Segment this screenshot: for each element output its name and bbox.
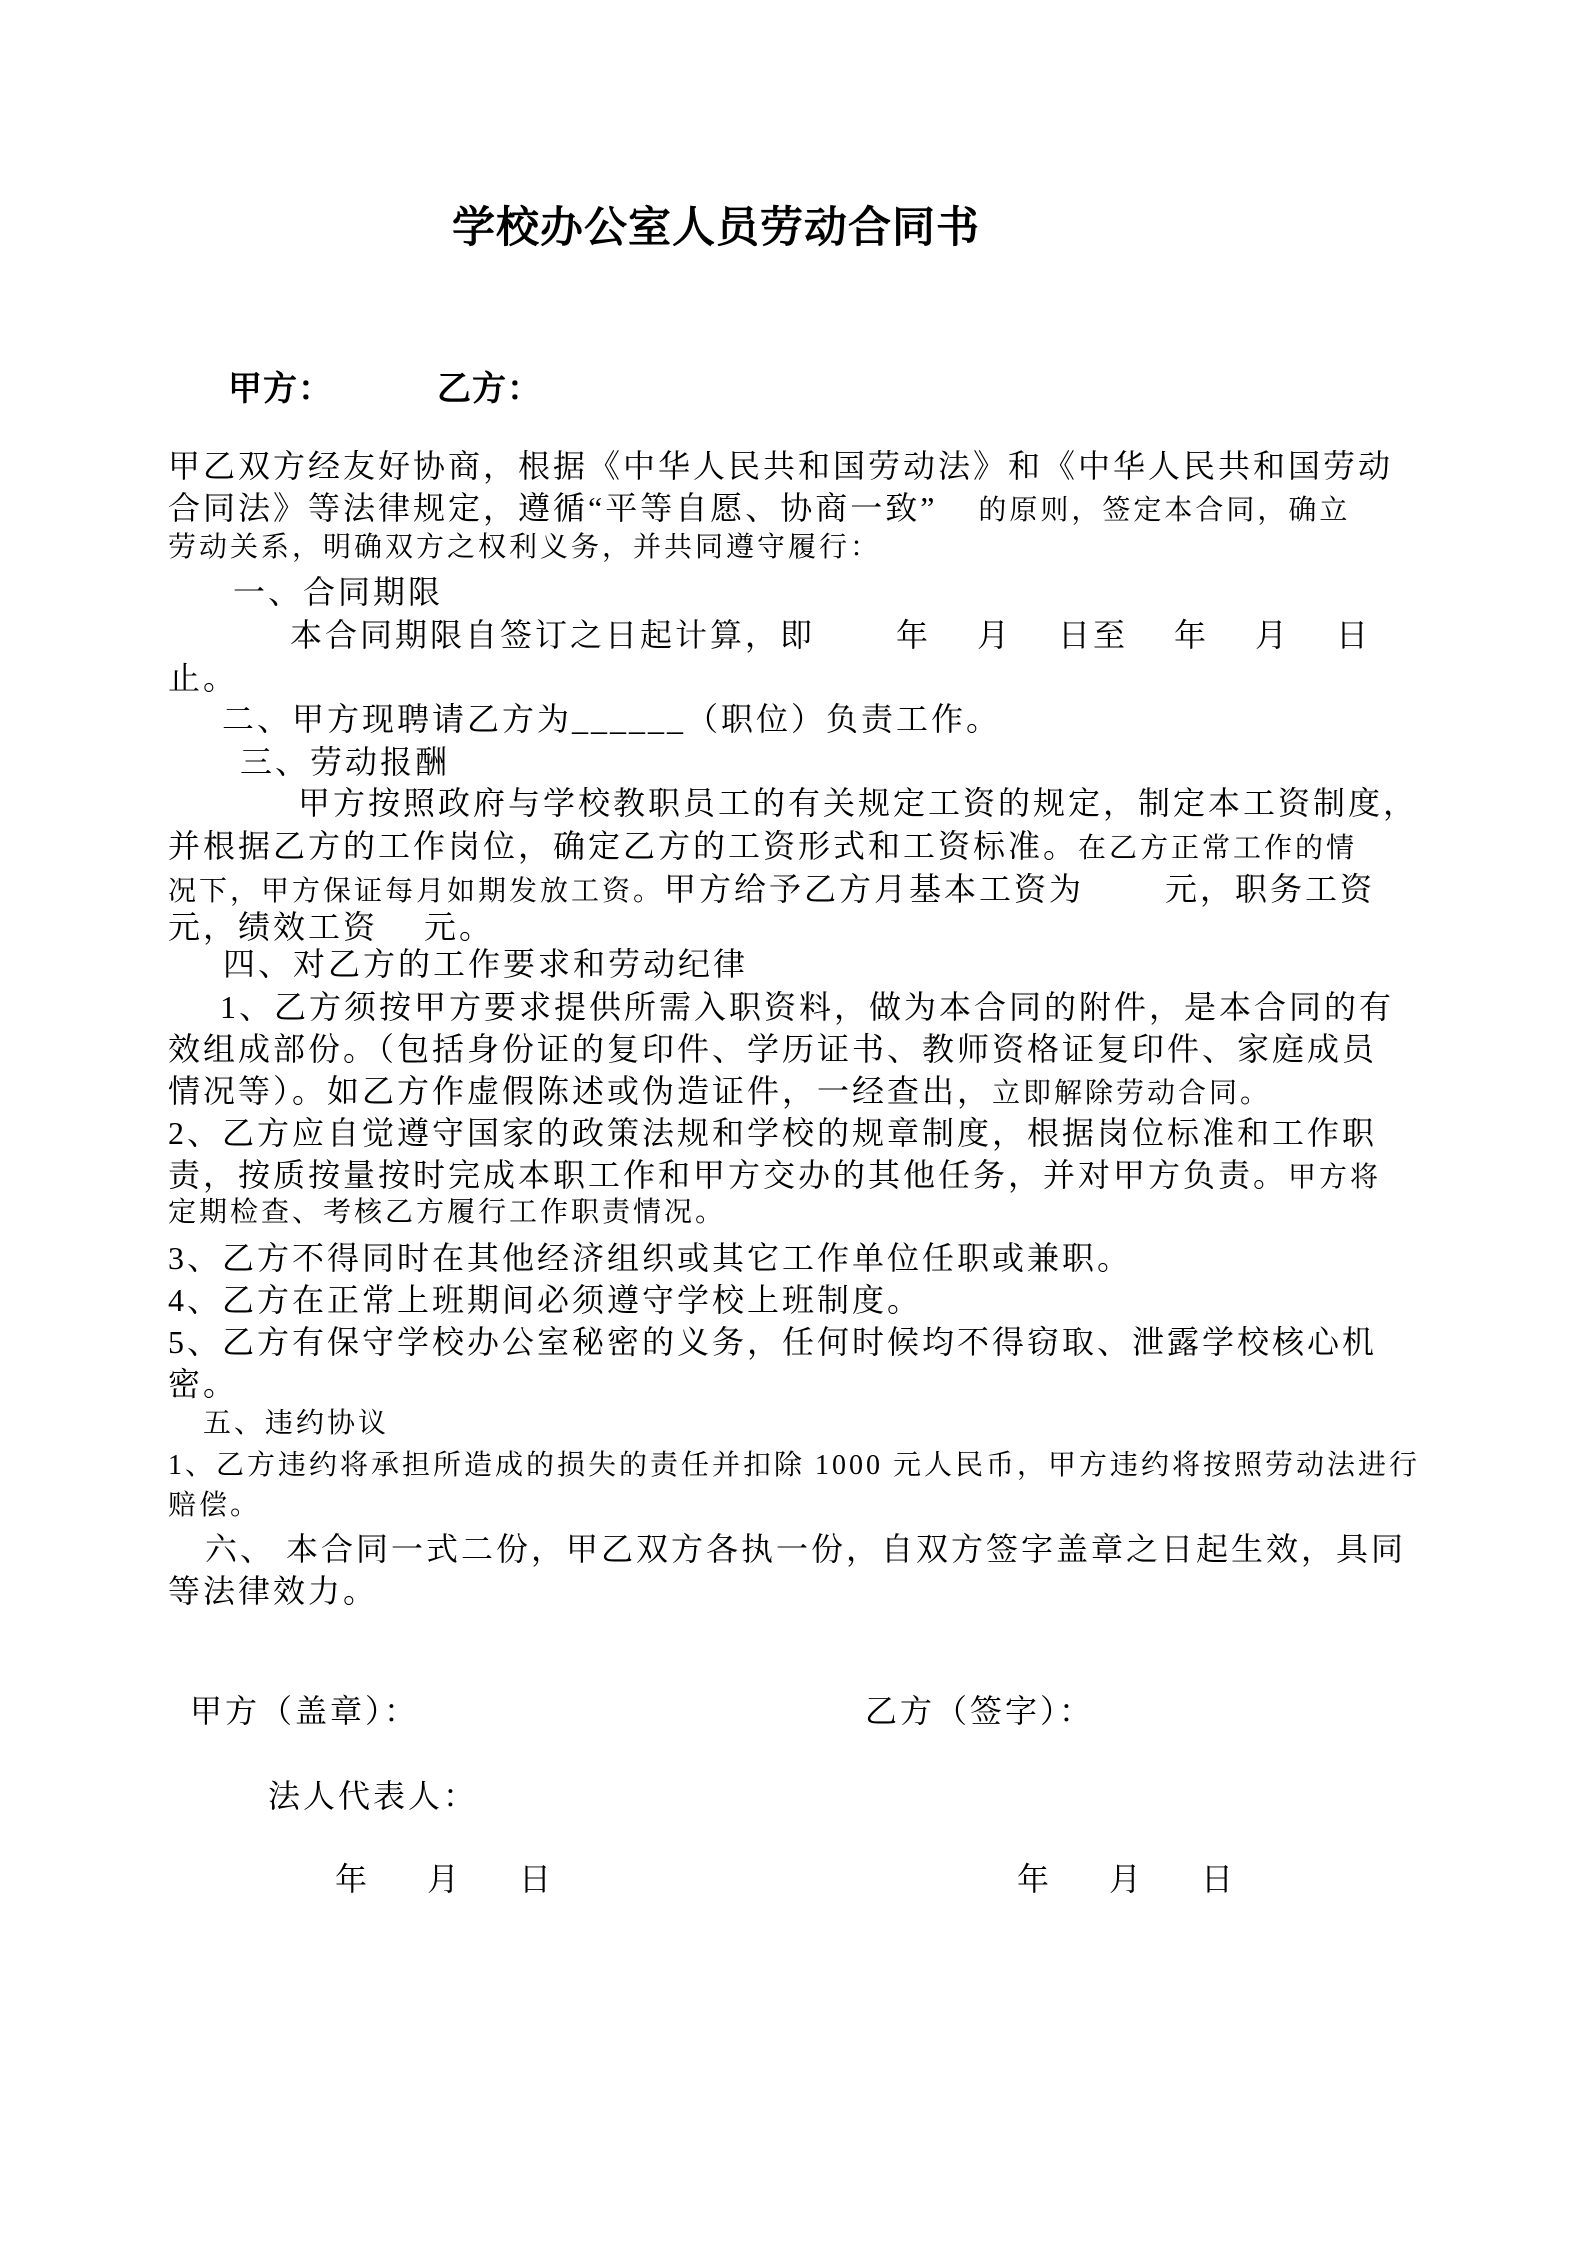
text-run: 乙方（签字）：	[865, 1693, 1095, 1729]
text-run: 止。	[168, 660, 239, 696]
text-run: 三、劳动报酬	[240, 744, 451, 780]
text-run: 本合同期限自签订之日起计算，即 年 月 日至 年 月 日	[290, 617, 1372, 653]
text-run: 的原则，签定本合同，确立	[937, 495, 1351, 526]
party-a-label	[228, 370, 333, 411]
legal-representative-label	[268, 1777, 478, 1815]
text-run: 责，按质按量按时完成本职工作和甲方交办的其他任务，并对甲方负责。	[168, 1157, 1289, 1193]
clause-5-heading	[203, 1407, 389, 1441]
clause-3-heading	[240, 743, 450, 781]
text-run: 甲方（盖章）：	[190, 1693, 420, 1729]
text-run: 劳动关系，明确双方之权利义务，并共同遵守履行：	[168, 532, 882, 563]
text-run: 2、乙方应自觉遵守国家的政策法规和学校的规章制度，根据岗位标准和工作职	[168, 1115, 1378, 1151]
contract-line	[168, 1449, 1420, 1483]
contract-line	[168, 531, 881, 565]
text-run: 一、合同期限	[233, 574, 444, 610]
clause-1-heading	[233, 573, 443, 611]
contract-line	[220, 988, 1394, 1026]
contract-line	[168, 1572, 378, 1610]
contract-line	[168, 489, 1350, 528]
text-run: 二、甲方现聘请乙方为	[222, 701, 573, 737]
text-run: 1、乙方须按甲方要求提供所需入职资料，做为本合同的附件，是本合同的有	[220, 989, 1395, 1025]
text-run: 甲方将	[1288, 1162, 1382, 1193]
text-run: 四、对乙方的工作要求和劳动纪律	[223, 946, 749, 982]
text-run: 效组成部份。（包括身份证的复印件、学历证书、教师资格证复印件、家庭成员	[168, 1031, 1378, 1067]
clause-6-line	[205, 1530, 1406, 1568]
text-run: 甲方：	[228, 371, 333, 408]
party-b-label	[437, 370, 542, 411]
contract-line	[168, 659, 238, 697]
text-run: 年 月 日	[335, 1861, 555, 1897]
text-run: 5、乙方有保守学校办公室秘密的义务，任何时候均不得窃取、泄露学校核心机	[168, 1324, 1378, 1360]
text-run: 赔偿。	[168, 1490, 262, 1521]
clause-2-line	[222, 700, 1001, 738]
document-title	[452, 203, 980, 255]
text-run: 定期检查、考核乙方履行工作职责情况。	[168, 1197, 727, 1228]
text-run: 情况等）。如乙方作虚假陈述或伪造证件，一经查出，	[168, 1073, 993, 1109]
party-a-stamp-label	[190, 1692, 419, 1730]
contract-line	[168, 870, 1375, 909]
text-run: （职位）负责工作。	[686, 701, 1002, 737]
text-run: 1、乙方违约将承担所造成的损失的责任并扣除 1000 元人民币，甲方违约将按照劳动法进行	[168, 1450, 1421, 1481]
contract-line	[168, 1323, 1377, 1361]
text-run: 乙方：	[437, 371, 542, 408]
clause-4-heading	[223, 945, 748, 983]
contract-line	[298, 784, 1418, 822]
position-blank-underline: ______	[572, 701, 687, 737]
text-run: 合同法》等法律规定，遵循“平等自愿、协商一致”	[168, 490, 938, 526]
text-run: 五、违约协议	[203, 1408, 390, 1439]
contract-line	[168, 1489, 261, 1523]
contract-line	[168, 827, 1357, 866]
contract-line	[168, 447, 1393, 485]
text-run: 并根据乙方的工作岗位，确定乙方的工资形式和工资标准。	[168, 828, 1079, 864]
contract-line	[168, 1365, 238, 1403]
contract-line	[168, 1196, 726, 1230]
contract-line	[168, 908, 494, 946]
text-run: 甲乙双方经友好协商，根据《中华人民共和国劳动法》和《中华人民共和国劳动	[168, 448, 1394, 484]
text-run: 学校办公室人员劳动合同书	[452, 204, 980, 252]
text-run: 元，绩效工资 元。	[168, 909, 495, 945]
contract-line	[168, 1114, 1377, 1152]
text-run: 年 月 日	[1017, 1861, 1237, 1897]
text-run: 六、 本合同一式二份，甲乙双方各执一份，自双方签字盖章之日起生效，具同	[205, 1531, 1407, 1567]
text-run: 法人代表人：	[268, 1778, 479, 1814]
contract-line	[168, 1072, 1271, 1111]
text-run: 甲方给予乙方月基本工资为 元，职务工资	[664, 871, 1376, 907]
text-run: 等法律效力。	[168, 1573, 379, 1609]
party-b-signature-label	[865, 1692, 1094, 1730]
contract-line	[168, 1156, 1381, 1195]
text-run: 3、乙方不得同时在其他经济组织或其它工作单位任职或兼职。	[168, 1240, 1133, 1276]
date-line-party-a	[335, 1860, 554, 1898]
text-run: 甲方按照政府与学校教职员工的有关规定工资的规定，制定本工资制度，	[298, 785, 1419, 821]
text-run: 密。	[168, 1366, 239, 1402]
date-line-party-b	[1017, 1860, 1236, 1898]
text-run: 在乙方正常工作的情	[1078, 833, 1358, 864]
text-run: 4、乙方在正常上班期间必须遵守学校上班制度。	[168, 1282, 923, 1318]
contract-line	[168, 1281, 922, 1319]
contract-line	[168, 1030, 1377, 1068]
text-run: 立即解除劳动合同。	[992, 1078, 1272, 1109]
contract-line	[168, 1239, 1132, 1277]
contract-line	[290, 616, 1371, 654]
text-run: 况下，甲方保证每月如期发放工资。	[168, 876, 665, 907]
